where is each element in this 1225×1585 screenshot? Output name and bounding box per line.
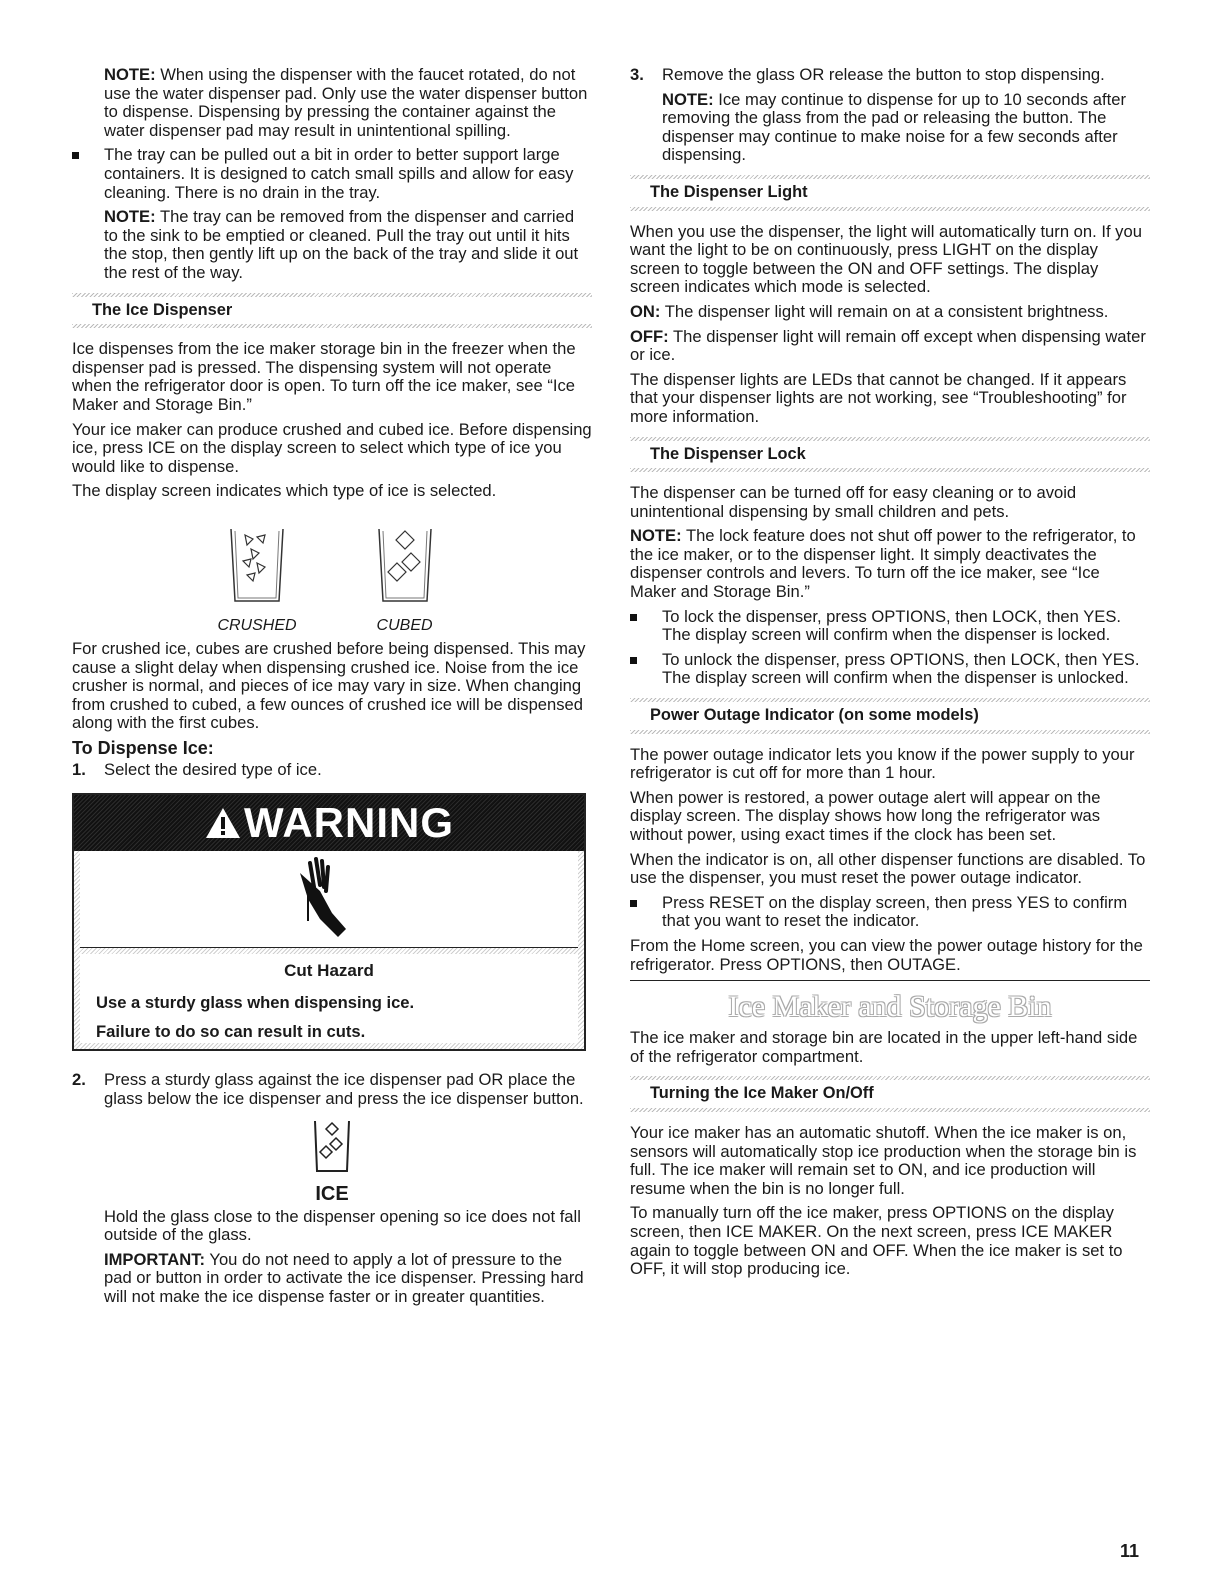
step-text: Remove the glass OR release the button to stop dispensing. (662, 65, 1105, 84)
note-lock (630, 527, 1150, 601)
crushed-figure (217, 525, 296, 636)
warning-line-2: Failure to do so can result in cuts. (96, 1022, 366, 1042)
light-paragraph-2: The dispenser lights are LEDs that cannot be changed. If it appears that your dispenser lights are not working, see “Troubleshooting” for more information. (630, 369, 1127, 426)
light-off (630, 328, 1150, 365)
note-text: The tray can be removed from the dispenser and carried to the sink to be emptied or cleaned. Pull the tray out until it hits the stop, then gently lift up on the back of the tray and slide it out the rest of the way. (104, 207, 579, 282)
note-label: NOTE: (104, 207, 156, 227)
on-text: The dispenser light will remain on at a consistent brightness. (664, 301, 1109, 321)
page-number: 11 (1120, 1541, 1140, 1561)
warning-text-area (80, 954, 578, 1043)
step-number: 3. (630, 65, 644, 84)
note-continue (630, 91, 1150, 165)
cubed-figure (375, 525, 435, 636)
step-number: 1. (72, 759, 86, 779)
warning-pictogram (80, 851, 578, 948)
note-faucet (72, 66, 592, 140)
warning-box (72, 793, 586, 1051)
warning-line-1: Use a sturdy glass when dispensing ice. (96, 992, 415, 1012)
ice-paragraph-3: The display screen indicates which type of ice is selected. (72, 481, 497, 501)
lock-bullet-2: To unlock the dispenser, press OPTIONS, then LOCK, then YES. The display screen will confirm when the dispenser is unlocked. (630, 651, 1150, 688)
dispenser-lock-heading: The Dispenser Lock (630, 437, 1150, 473)
warning-banner (74, 795, 584, 851)
right-column (630, 66, 1150, 1285)
ice-paragraph-2: Your ice maker can produce crushed and cubed ice. Before dispensing ice, press ICE on the display screen to select which type of ice you would like to dispense. (72, 419, 592, 476)
warning-body (74, 851, 584, 1049)
warning-triangle-icon (204, 806, 242, 840)
important-note (72, 1251, 592, 1307)
step-text: Select the desired type of ice. (104, 759, 322, 779)
ice-cube-icon (312, 1118, 352, 1174)
onoff-paragraph-2: To manually turn off the ice maker, press OPTIONS on the display screen, then ICE MAKER. On the next screen, press ICE MAKER again to toggle between ON and OFF. When the ice maker is set to OFF, it will stop producing ice. (630, 1203, 1123, 1279)
ice-paragraph-1: Ice dispenses from the ice maker storage bin in the freezer when the dispenser pad is pressed. The dispensing system will not operate when the refrigerator door is open. To turn off the ice maker, see “Ice Maker and Storage Bin.” (72, 339, 576, 414)
off-label: OFF: (630, 326, 669, 346)
bullet-tray: The tray can be pulled out a bit in order to better support large containers. It is designed to catch small spills and allow for easy cleaning. There is no drain in the tray. (72, 146, 592, 202)
cut-hand-icon (280, 853, 360, 943)
note-text: Ice may continue to dispense for up to 10 seconds after removing the glass from the pad or releasing the button. The dispenser may continue to make noise for a few seconds after dispensing. (662, 89, 1126, 165)
ice-dispenser-heading: The Ice Dispenser (72, 293, 592, 329)
note-text: The lock feature does not shut off power to the refrigerator, to the ice maker, or to the dispenser light. It simply deactivates the dispenser controls and levers. To turn off the ice maker, see “Ice Maker and Storage Bin.” (630, 526, 1136, 602)
ice-figure (72, 1118, 592, 1203)
outage-paragraph-4: From the Home screen, you can view the power outage history for the refrigerator. Press OPTIONS, then OUTAGE. (630, 935, 1143, 974)
warning-label: WARNING (244, 798, 454, 846)
note-label: NOTE: (662, 89, 714, 109)
step-text: Press a sturdy glass against the ice dispenser pad OR place the glass below the ice dispenser and press the ice dispenser button. (104, 1070, 584, 1108)
ice-caption: ICE (315, 1183, 349, 1205)
dispenser-light-heading: The Dispenser Light (630, 175, 1150, 211)
ice-maker-onoff-heading: Turning the Ice Maker On/Off (630, 1076, 1150, 1112)
step-number: 2. (72, 1070, 86, 1090)
lock-paragraph-1: The dispenser can be turned off for easy cleaning or to avoid unintentional dispensing by small children and pets. (630, 483, 1077, 521)
light-on (630, 303, 1150, 322)
crushed-ice-icon (227, 525, 287, 605)
ice-paragraph-4: For crushed ice, cubes are crushed before being dispensed. This may cause a slight delay when dispensing crushed ice. Noise from the ice crusher is normal, and pieces of ice may vary in size. When changing from crushed to cubed, a few ounces of crushed ice will be dispensed along with the first cubes. (72, 639, 586, 733)
icemaker-paragraph-1: The ice maker and storage bin are located in the upper left-hand side of the refrigerator compartment. (630, 1028, 1138, 1066)
hold-glass-text: Hold the glass close to the dispenser opening so ice does not fall outside of the glass. (104, 1206, 581, 1245)
left-column (72, 66, 592, 1313)
outage-paragraph-1: The power outage indicator lets you know if the power supply to your refrigerator is cut off for more than 1 hour. (630, 744, 1135, 783)
off-text: The dispenser light will remain off except when dispensing water or ice. (630, 326, 1146, 365)
on-label: ON: (630, 301, 661, 321)
cubed-ice-icon (375, 525, 435, 605)
important-label: IMPORTANT: (104, 1249, 206, 1269)
lock-bullet-1: To lock the dispenser, press OPTIONS, then LOCK, then YES. The display screen will confirm when the dispenser is locked. (630, 608, 1150, 645)
to-dispense-heading: To Dispense Ice: (72, 738, 214, 759)
note-label: NOTE: (104, 65, 156, 84)
ice-maker-section-title: Ice Maker and Storage Bin (630, 980, 1150, 1023)
step-2 (72, 1071, 592, 1108)
outage-bullet: Press RESET on the display screen, then press YES to confirm that you want to reset the indicator. (630, 894, 1150, 931)
outage-paragraph-3: When the indicator is on, all other dispenser functions are disabled. To use the dispenser, you must reset the power outage indicator. (630, 849, 1146, 888)
warning-title: Cut Hazard (284, 961, 374, 981)
power-outage-heading: Power Outage Indicator (on some models) (630, 698, 1150, 734)
note-tray (72, 208, 592, 282)
ice-type-icons (60, 525, 592, 636)
outage-paragraph-2: When power is restored, a power outage alert will appear on the display screen. The display shows how long the refrigerator was without power, using exact times if the clock has been set. (630, 787, 1101, 844)
onoff-paragraph-1: Your ice maker has an automatic shutoff. When the ice maker is on, sensors will automatically stop ice production when the storage bin is full. The ice maker will remain set to ON, and ice production will resume when the bin is no longer full. (630, 1122, 1137, 1198)
step-1 (72, 761, 592, 780)
crushed-caption: CRUSHED (217, 617, 297, 635)
important-text: You do not need to apply a lot of pressure to the pad or button in order to activate the ice dispenser. Pressing hard will not make the ice dispense faster or in greater quantities. (104, 1249, 584, 1306)
note-label: NOTE: (630, 526, 682, 546)
note-text: When using the dispenser with the faucet rotated, do not use the water dispenser pad. Only use the water dispenser button to dispense. Dispensing by pressing the container against the water dispenser pad may result in unintentional spilling. (104, 65, 588, 140)
light-paragraph-1: When you use the dispenser, the light will automatically turn on. If you want the light to be on continuously, press LIGHT on the display screen to toggle between the ON and OFF settings. The display screen indicates which mode is selected. (630, 221, 1142, 297)
step-3 (630, 66, 1150, 85)
cubed-caption: CUBED (376, 617, 433, 635)
